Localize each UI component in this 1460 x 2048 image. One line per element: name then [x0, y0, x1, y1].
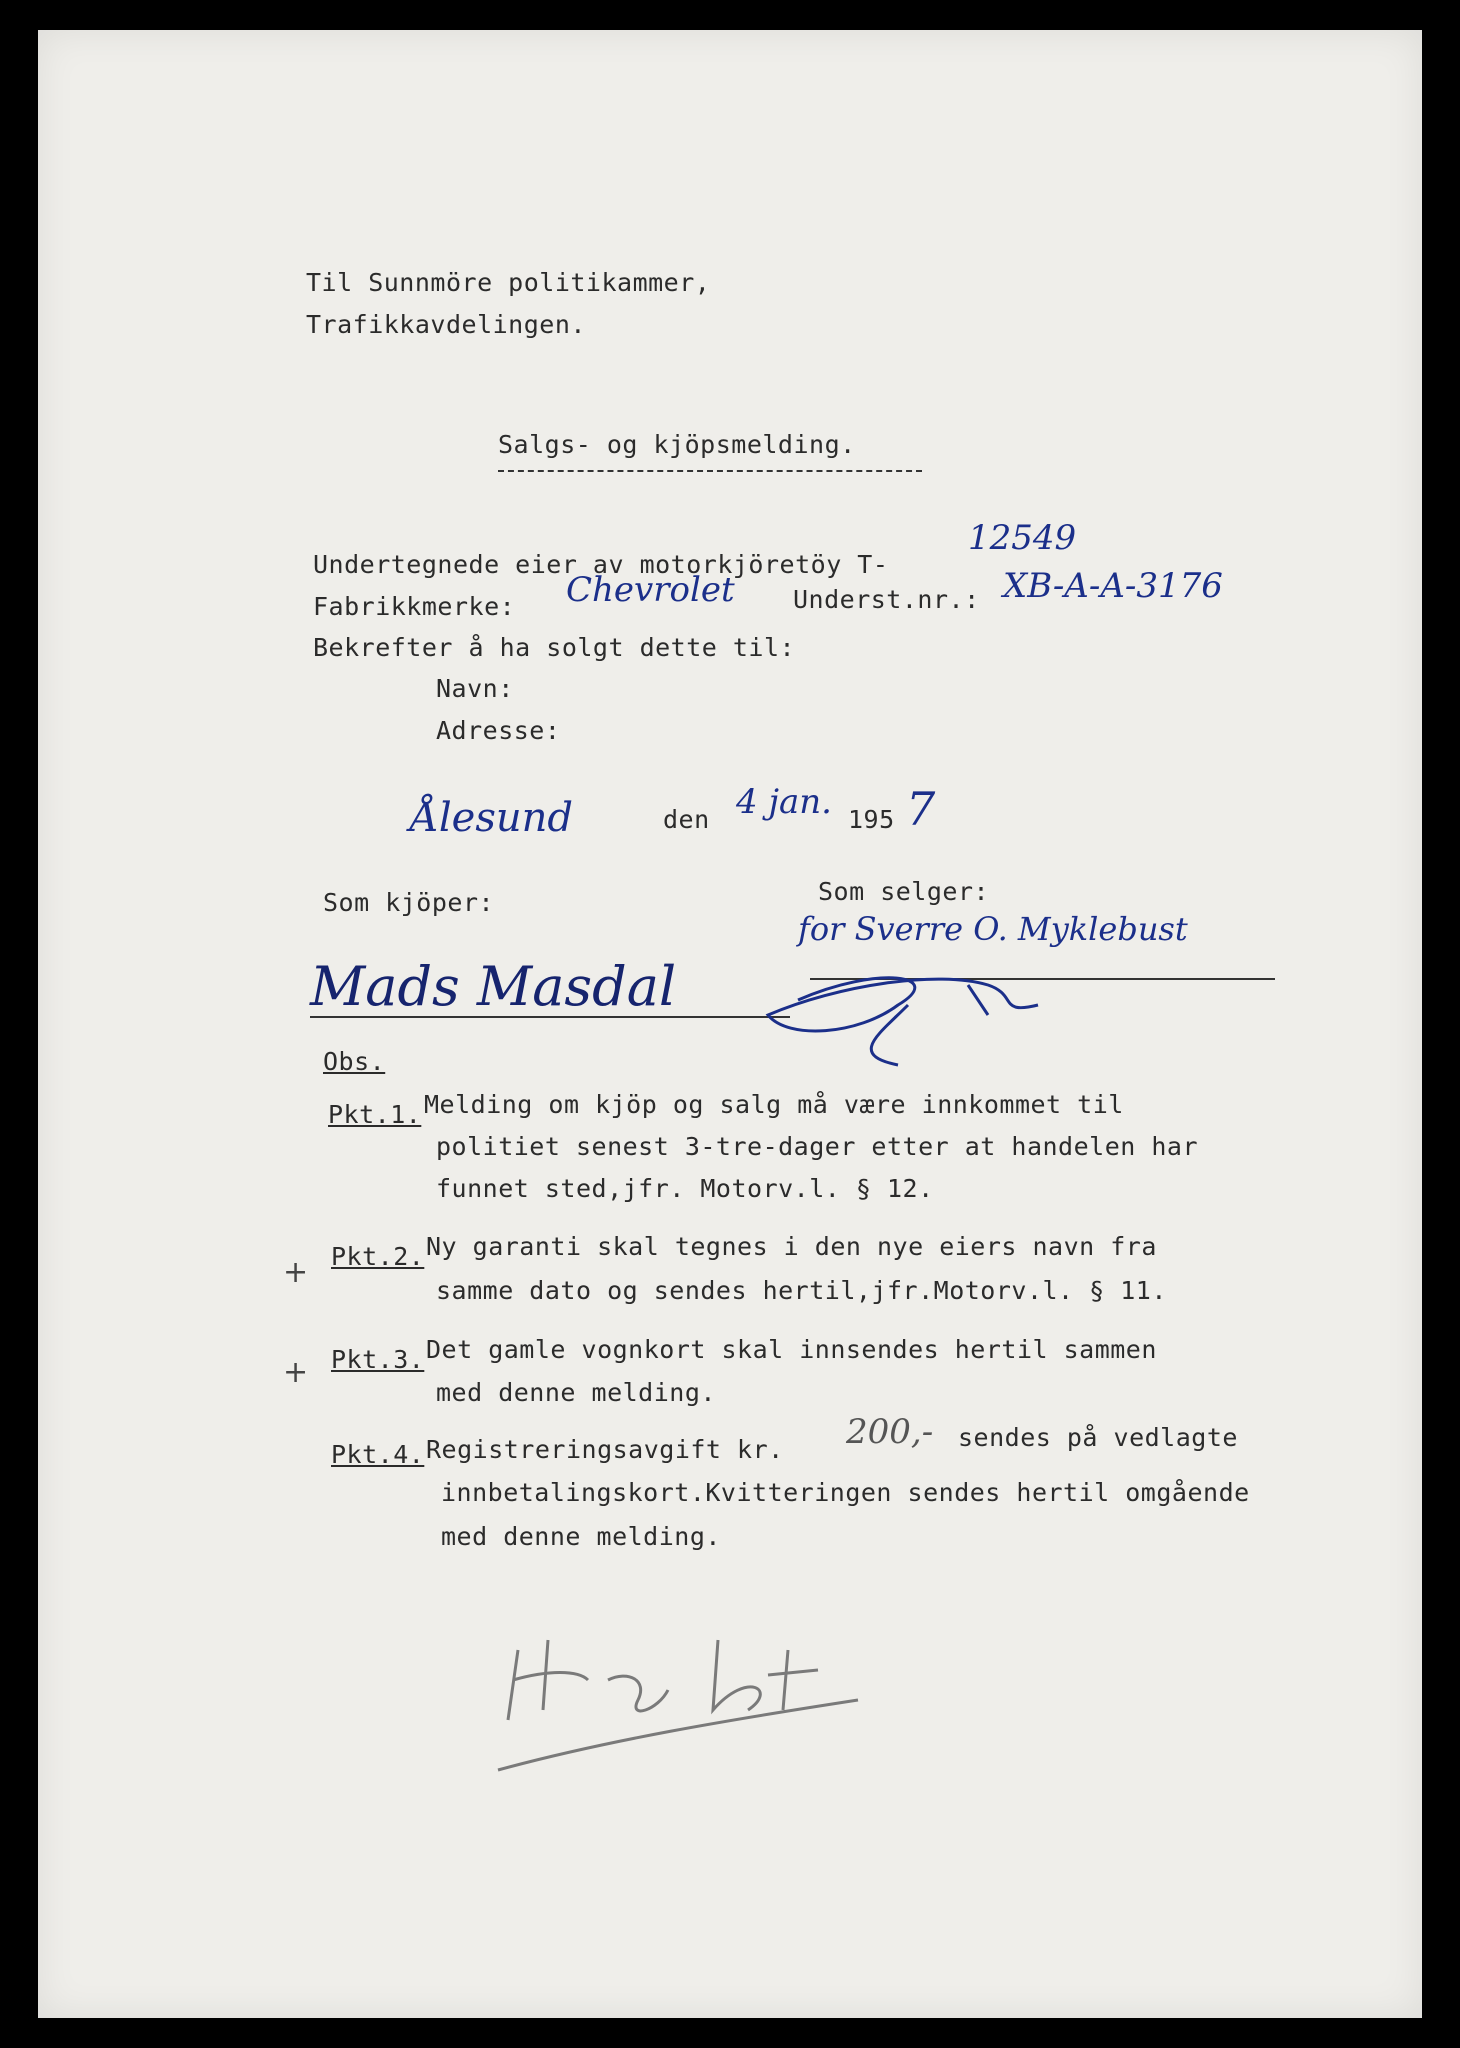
- seller-label: Som selger:: [818, 877, 990, 906]
- pkt2-line2: samme dato og sendes hertil,jfr.Motorv.l. § 11.: [436, 1276, 1167, 1305]
- seller-signature: [758, 945, 1118, 1085]
- buyer-signature: Mads Masdal: [310, 955, 677, 1018]
- date-handwritten: 4 jan.: [736, 782, 832, 822]
- pkt1-line1: Melding om kjöp og salg må være innkommet til: [424, 1090, 1124, 1119]
- addressee-line1: Til Sunnmöre politikammer,: [306, 268, 711, 297]
- chassis-label: Underst.nr.:: [793, 585, 980, 614]
- den-label: den: [663, 805, 710, 834]
- buyer-address-label: Adresse:: [436, 716, 561, 745]
- make-handwritten: Chevrolet: [566, 570, 735, 610]
- pkt4-line1: Registreringsavgift kr.: [426, 1435, 784, 1464]
- pkt3-label: Pkt.3.: [331, 1345, 425, 1374]
- addressee-line2: Trafikkavdelingen.: [306, 310, 586, 339]
- obs-label: Obs.: [323, 1047, 386, 1076]
- pkt2-label: Pkt.2.: [331, 1242, 425, 1271]
- pkt4-label: Pkt.4.: [331, 1440, 425, 1469]
- pkt4-line3: med denne melding.: [441, 1522, 721, 1551]
- margin-mark-1: +: [283, 1255, 309, 1290]
- margin-mark-2: +: [283, 1355, 309, 1390]
- fee-amount-handwritten: 200,-: [846, 1412, 934, 1452]
- pkt4-line1-tail: sendes på vedlagte: [958, 1423, 1238, 1452]
- pkt4-line2: innbetalingskort.Kvitteringen sendes hertil omgående: [441, 1478, 1250, 1507]
- year-typed: 195: [848, 805, 895, 834]
- pkt1-label: Pkt.1.: [328, 1100, 422, 1129]
- pencil-initials: [488, 1610, 908, 1790]
- document-title: Salgs- og kjöpsmelding.: [498, 430, 856, 459]
- place-handwritten: Ålesund: [410, 795, 574, 841]
- pkt1-line2: politiet senest 3-tre-dager etter at handelen har: [436, 1132, 1199, 1161]
- pkt2-line1: Ny garanti skal tegnes i den nye eiers navn fra: [426, 1232, 1157, 1261]
- buyer-signature-line: [310, 1016, 790, 1018]
- make-label: Fabrikkmerke:: [313, 592, 516, 621]
- sold-to-label: Bekrefter å ha solgt dette til:: [313, 633, 796, 662]
- seller-company-handwritten: for Sverre O. Myklebust: [798, 910, 1188, 948]
- document-page: [38, 30, 1422, 2018]
- pkt3-line1: Det gamle vognkort skal innsendes hertil sammen: [426, 1335, 1157, 1364]
- chassis-number-handwritten: XB-A-A-3176: [1003, 566, 1223, 606]
- buyer-name-label: Navn:: [436, 674, 514, 703]
- title-underline: [498, 470, 922, 472]
- buyer-label: Som kjöper:: [323, 888, 495, 917]
- reg-number-handwritten: 12549: [968, 518, 1077, 558]
- year-handwritten: 7: [906, 782, 936, 836]
- pkt1-line3: funnet sted,jfr. Motorv.l. § 12.: [436, 1174, 934, 1203]
- pkt3-line2: med denne melding.: [436, 1378, 716, 1407]
- owner-label: Undertegnede eier av motorkjöretöy T-: [313, 550, 889, 579]
